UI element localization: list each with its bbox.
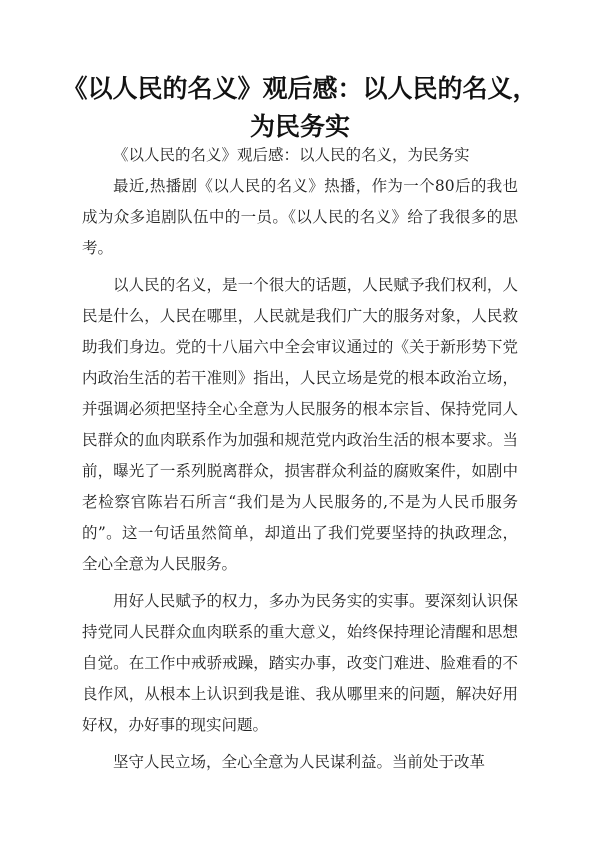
paragraph: 以人民的名义，是一个很大的话题，人民赋予我们权利，人民是什么，人民在哪里，人民就是我们广大的服务对象，人民救助我们身边。党的十八届六中全会审议通过的《关于新形势下党内政治生活的若干准则》指出，人民立场是党的根本政治立场，并强调必须把坚持全心全意为人民服务的根本宗旨、保持党同人民群众的血肉联系作为加强和规范党内政治生活的根本要求。当前，曝光了一系列脱离群众，损害群众利益的腐败案件，如剧中老检察官陈岩石所言“我们是为人民服务的,不是为人民币服务的”。这一句话虽然简单，却道出了我们党要坚持的执政理念，全心全意为人民服务。 [82,276,518,573]
document-body [82,140,518,784]
paragraph: 坚守人民立场，全心全意为人民谋利益。当前处于改革 [113,753,486,771]
document-subtitle: 《以人民的名义》观后感：以人民的名义，为民务实 [113,146,470,164]
paragraph: 用好人民赋予的权力，多办为民务实的实事。要深刻认识保持党同人民群众血肉联系的重大意义，始终保持理论清醒和思想自觉。在工作中戒骄戒躁，踏实办事，改变门难进、脸难看的不良作风，从根本上认识到我是谁、我从哪里来的问题，解决好用好权，办好事的现实问题。 [82,592,518,734]
paragraph: 最近,热播剧《以人民的名义》热播，作为一个80后的我也成为众多追剧队伍中的一员。《以人民的名义》给了我很多的思考。 [82,177,518,257]
document-title: 《以人民的名义》观后感：以人民的名义，为民务实 [62,74,538,141]
